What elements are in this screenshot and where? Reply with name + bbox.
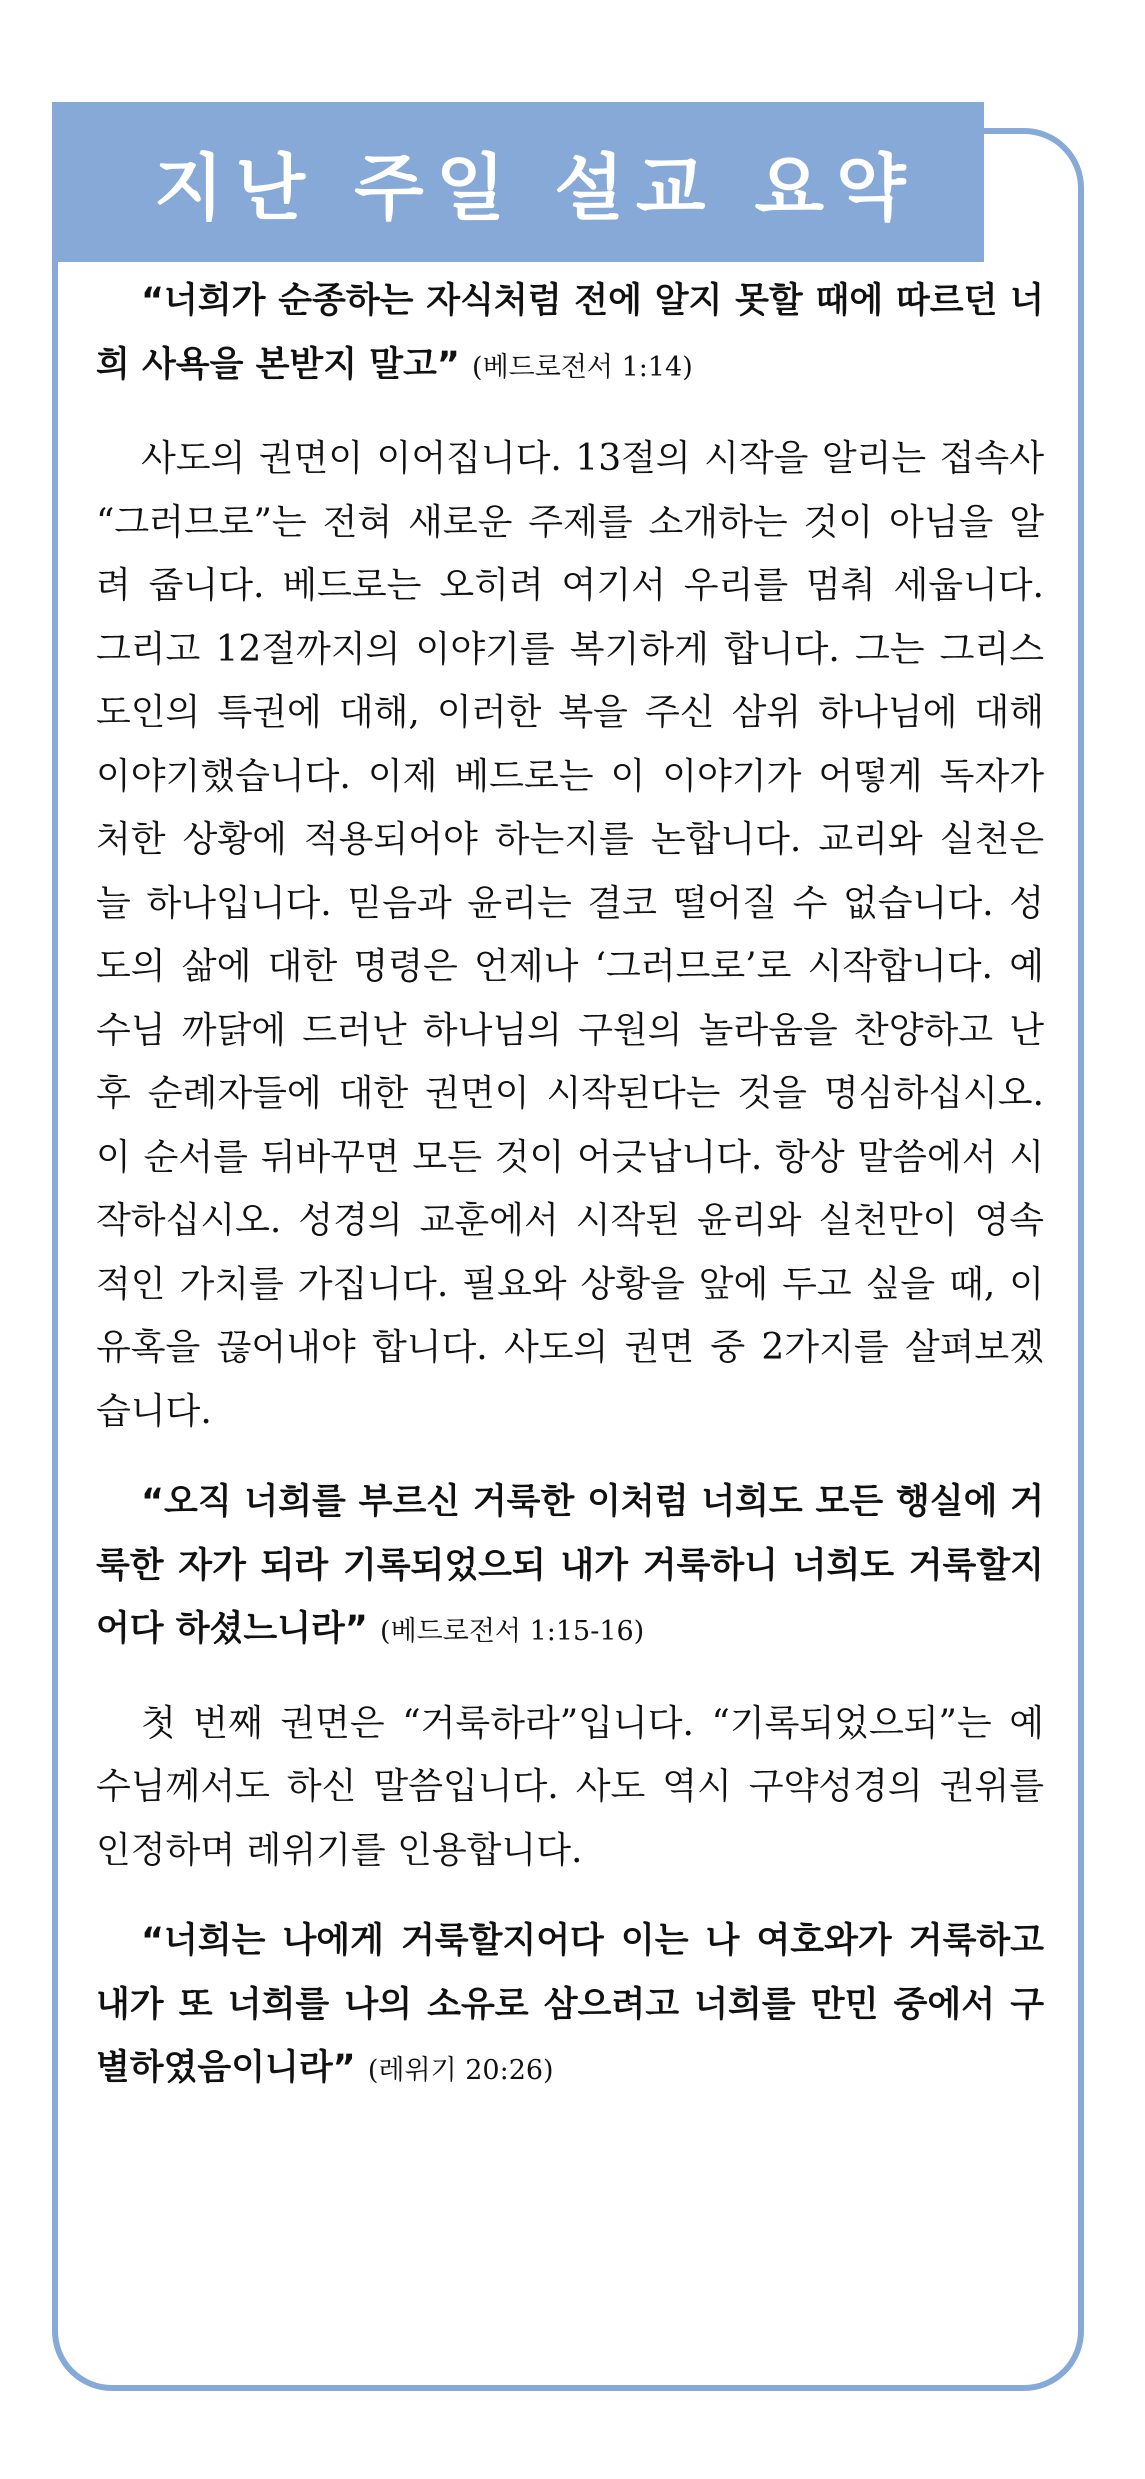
page-title: 지난 주일 설교 요약 [154, 146, 918, 230]
quote-text: “오직 너희를 부르신 거룩한 이처럼 너희도 모든 행실에 거룩한 자가 되라 기록되었으되 내가 거룩하니 너희도 거룩할지어다 하셨느니라” [96, 1482, 1044, 1649]
sermon-content [96, 270, 1044, 2103]
scripture-quote [96, 270, 1044, 399]
body-paragraph: 첫 번째 권면은 “거룩하라”입니다. “기록되었으되”는 예수님께서도 하신 말씀입니다. 사도 역시 구약성경의 권위를 인정하며 레위기를 인용합니다. [96, 1702, 1044, 1871]
quote-reference: (레위기 20:26) [367, 2055, 554, 2086]
quote-reference: (베드로전서 1:14) [472, 351, 693, 383]
body-paragraph: 사도의 권면이 이어집니다. 13절의 시작을 알리는 접속사 “그러므로”는 전혀 새로운 주제를 소개하는 것이 아님을 알려 줍니다. 베드로는 오히려 여기서 우리를 멈춰 세웁니다. 그리고 12절까지의 이야기를 복기하게 합니다. 그는 그리스도인의 특권에 대해, 이러한 복을 주신 삼위 하나님에 대해 이야기했습니다. 이제 베드로는 이 이야기가 어떻게 독자가 처한 상황에 적용되어야 하는지를 논합니다. 교리와 실천은 늘 하나입니다. 믿음과 윤리는 결코 떨어질 수 없습니다. 성도의 삶에 대한 명령은 언제나 ‘그러므로’로 시작합니다. 예수님 까닭에 드러난 하나님의 구원의 놀라움을 찬양하고 난 후 순례자들에 대한 권면이 시작된다는 것을 명심하십시오. 이 순서를 뒤바꾸면 모든 것이 어긋납니다. 항상 말씀에서 시작하십시오. 성경의 교훈에서 시작된 윤리와 실천만이 영속적인 가치를 가집니다. 필요와 상황을 앞에 두고 싶을 때, 이 유혹을 끊어내야 합니다. 사도의 권면 중 2가지를 살펴보겠습니다. [96, 438, 1044, 1432]
quote-text: “너희가 순종하는 자식처럼 전에 알지 못할 때에 따르던 너희 사욕을 본받지 말고” [96, 281, 1044, 385]
quote-text: “너희는 나에게 거룩할지어다 이는 나 여호와가 거룩하고 내가 또 너희를 나의 소유로 삼으려고 너희를 만민 중에서 구별하였음이니라” [96, 1921, 1044, 2088]
scripture-quote [96, 1471, 1044, 1664]
quote-reference: (베드로전서 1:15-16) [380, 1616, 645, 1647]
title-banner [52, 102, 984, 262]
scripture-quote [96, 1910, 1044, 2103]
